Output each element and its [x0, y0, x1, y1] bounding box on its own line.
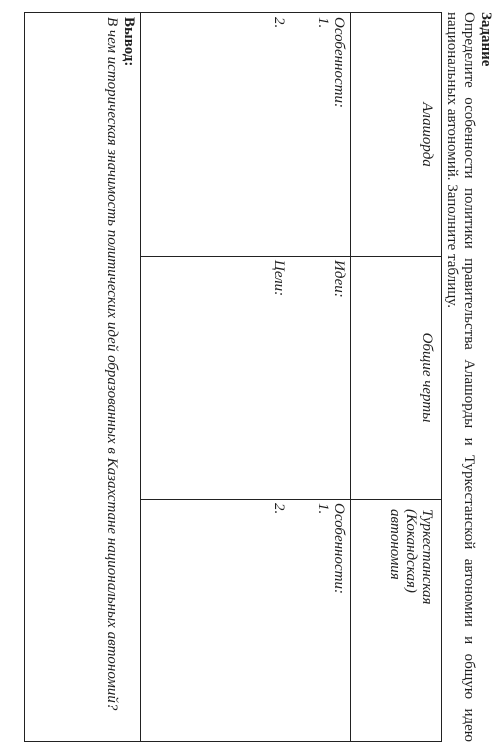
- conclusion-question: В чем историческая значимость политических идей образованных в Казахстане национальных автономий?: [104, 17, 120, 711]
- common-ideas-label: Идеи:: [331, 260, 347, 298]
- alashorda-features-label: Особенности:: [331, 17, 347, 108]
- turkestan-feature-2: 2.: [271, 503, 287, 515]
- turkestan-feature-1: 1.: [315, 503, 331, 515]
- header-turkestan-line-3: автономия: [387, 509, 403, 580]
- column-divider-1: [141, 256, 441, 257]
- alashorda-feature-1: 1.: [315, 17, 331, 29]
- task-title: Задание: [478, 12, 494, 67]
- conclusion-cell: [103, 17, 137, 735]
- task-header: [443, 12, 494, 742]
- conclusion-row-divider: [140, 13, 141, 741]
- task-instructions: Определите особенности политики правительства Алашорды и Туркестанской автономии и общую идею национальных автономий. Заполните таблицу.: [444, 12, 477, 742]
- header-common-features: Общие черты: [419, 332, 435, 423]
- header-alashorda: Алашорда: [419, 102, 435, 167]
- task-table: [24, 12, 442, 742]
- column-divider-2: [141, 499, 441, 500]
- alashorda-feature-2: 2.: [271, 17, 287, 29]
- header-turkestan-line-2: (Кокандская): [403, 509, 419, 593]
- turkestan-features-label: Особенности:: [331, 503, 347, 594]
- conclusion-label: Вывод:: [121, 17, 137, 67]
- common-goals-label: Цели:: [271, 260, 287, 297]
- header-turkestan: [387, 509, 435, 604]
- header-turkestan-line-1: Туркестанская: [419, 509, 435, 605]
- header-row-divider: [350, 13, 351, 741]
